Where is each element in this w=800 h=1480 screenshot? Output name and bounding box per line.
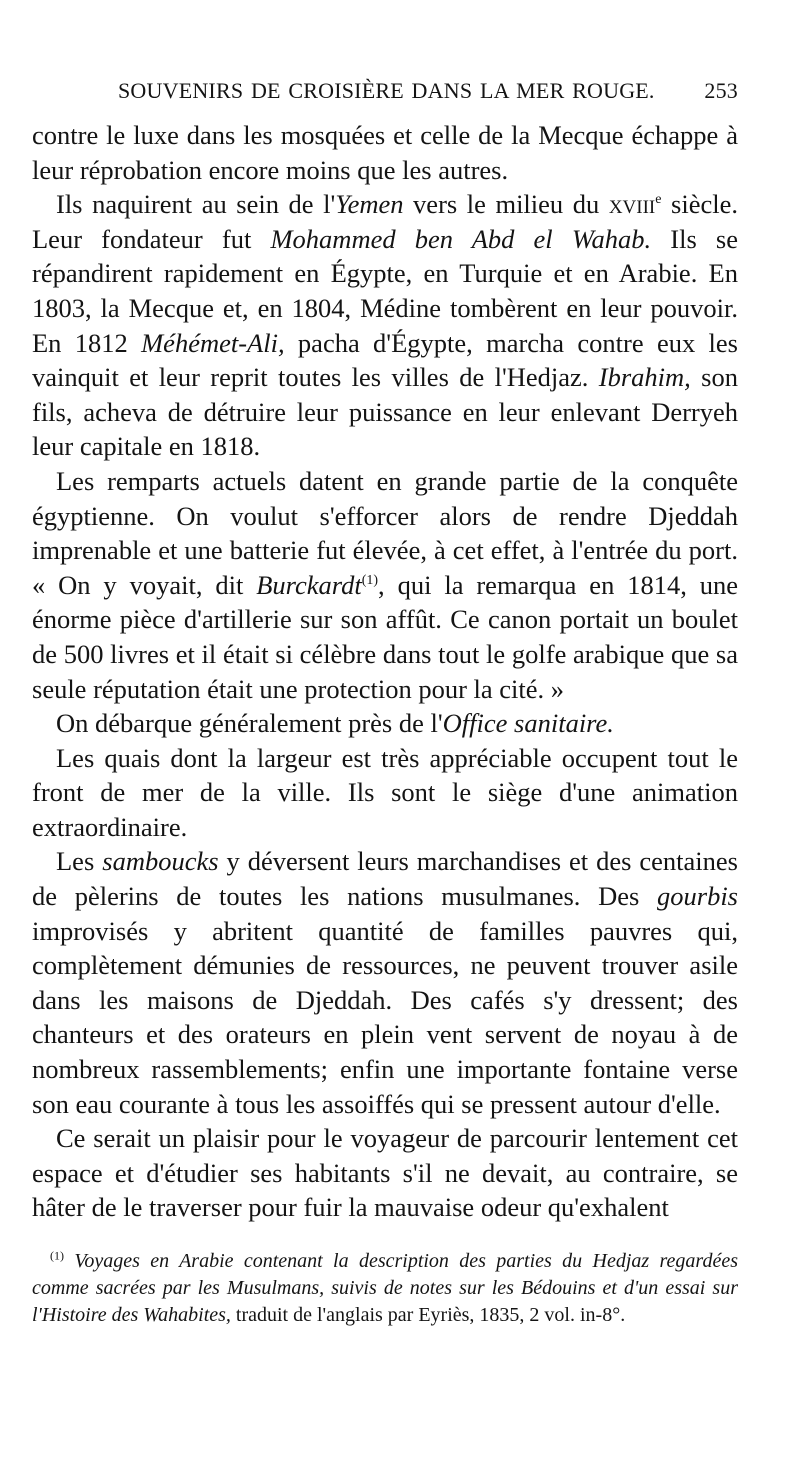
footnote [32, 1248, 738, 1329]
text-run: , qui la remarqua en 1814, une énorme pièce d'artillerie sur son affût. Ce canon portait un boulet de 500 livres et il était si célèbre dans tout le golfe arabique que sa seule réputation était une protection pour la cité. » [32, 569, 739, 704]
text-run: traduit de l'anglais par Eyriès, 1835, 2 vol. in-8°. [230, 1304, 626, 1326]
paragraph [32, 844, 738, 1121]
body-text [32, 118, 738, 1225]
italic-run: Méhémet-Ali, [141, 327, 285, 358]
text-run: y déversent leurs marchandises et des centaines de pèlerins de toutes les nations musulmanes. Des [32, 846, 738, 912]
page-number: 253 [704, 78, 738, 103]
italic-run: Burckardt [256, 569, 362, 600]
italic-run: Yemen [335, 189, 404, 220]
running-title: SOUVENIRS DE CROISIÈRE DANS LA MER ROUGE. [118, 78, 655, 103]
running-header [118, 78, 738, 104]
text-run: vers le milieu du [403, 189, 609, 220]
italic-run: Ibrahim, [598, 362, 691, 393]
italic-run: Voyages en Arabie contenant la description des parties du Hedjaz regardées comme sacrées par les Musulmans, suivis de notes sur les Bédouins et d'un essai sur l'Histoire des Wahabites, [32, 1250, 738, 1326]
italic-run: samboucks [102, 846, 219, 877]
paragraph [32, 187, 738, 464]
text-run: improvisés y abritent quantité de familles pauvres qui, complètement démunies de ressources, ne peuvent trouver asile dans les maisons de Djeddah. Des cafés s'y dressent; des chanteurs et des orateurs en plein vent servent de noyau à de nombreux rassemblements; enfin une importante fontaine verse son eau courante à tous les assoiffés qui se pressent autour d'elle. [32, 915, 738, 1119]
paragraph [32, 464, 738, 706]
text-run: Les quais dont la largeur est très appréciable occupent tout le front de mer de la ville. Ils sont le siège d'une animation extraordinaire. [32, 742, 738, 842]
text-run: Ce serait un plaisir pour le voyageur de parcourir lentement cet espace et d'étudier ses habitants s'il ne devait, au contraire, se hâter de le traverser pour fuir la mauvaise odeur qu'exhalent [32, 1123, 738, 1223]
footnote-text [32, 1250, 738, 1326]
paragraph [32, 118, 738, 187]
text-run: Les [56, 846, 103, 877]
text-run: son fils, acheva de détruire leur puissance en leur enlevant Derryeh leur capitale en 1818. [32, 362, 738, 462]
italic-run: Mohammed ben Abd el Wahab. [270, 223, 652, 254]
text-run: xviii [608, 189, 656, 220]
footnote-marker: (1) [50, 1248, 64, 1263]
italic-run: Office sanitaire. [442, 708, 614, 739]
italic-run: gourbis [657, 881, 738, 912]
paragraph [32, 1121, 738, 1225]
text-run: Les remparts actuels datent en grande partie de la conquête égyptienne. On voulut s'efforcer alors de rendre Djeddah imprenable et une batterie fut élevée, à cet effet, à l'entrée du port. « On y voyait, dit [32, 465, 738, 600]
superscript: e [655, 192, 662, 208]
text-run: On débarque généralement près de l' [56, 708, 443, 739]
text-run: siècle. Leur fondateur fut [32, 189, 738, 254]
superscript: (1) [361, 572, 379, 588]
text-run: Ils naquirent au sein de l' [56, 189, 336, 220]
text-run: pacha d'Égypte, marcha contre eux les vainquit et leur reprit toutes les villes de l'Hedjaz. [32, 327, 738, 393]
paragraph [32, 706, 738, 741]
text-run: Ils se répandirent rapidement en Égypte, en Turquie et en Arabie. En 1803, la Mecque et, en 1804, Médine tombèrent en leur pouvoir. En 1812 [32, 223, 739, 358]
paragraph [32, 741, 738, 845]
text-run: contre le luxe dans les mosquées et celle de la Mecque échappe à leur réprobation encore moins que les autres. [32, 120, 738, 185]
